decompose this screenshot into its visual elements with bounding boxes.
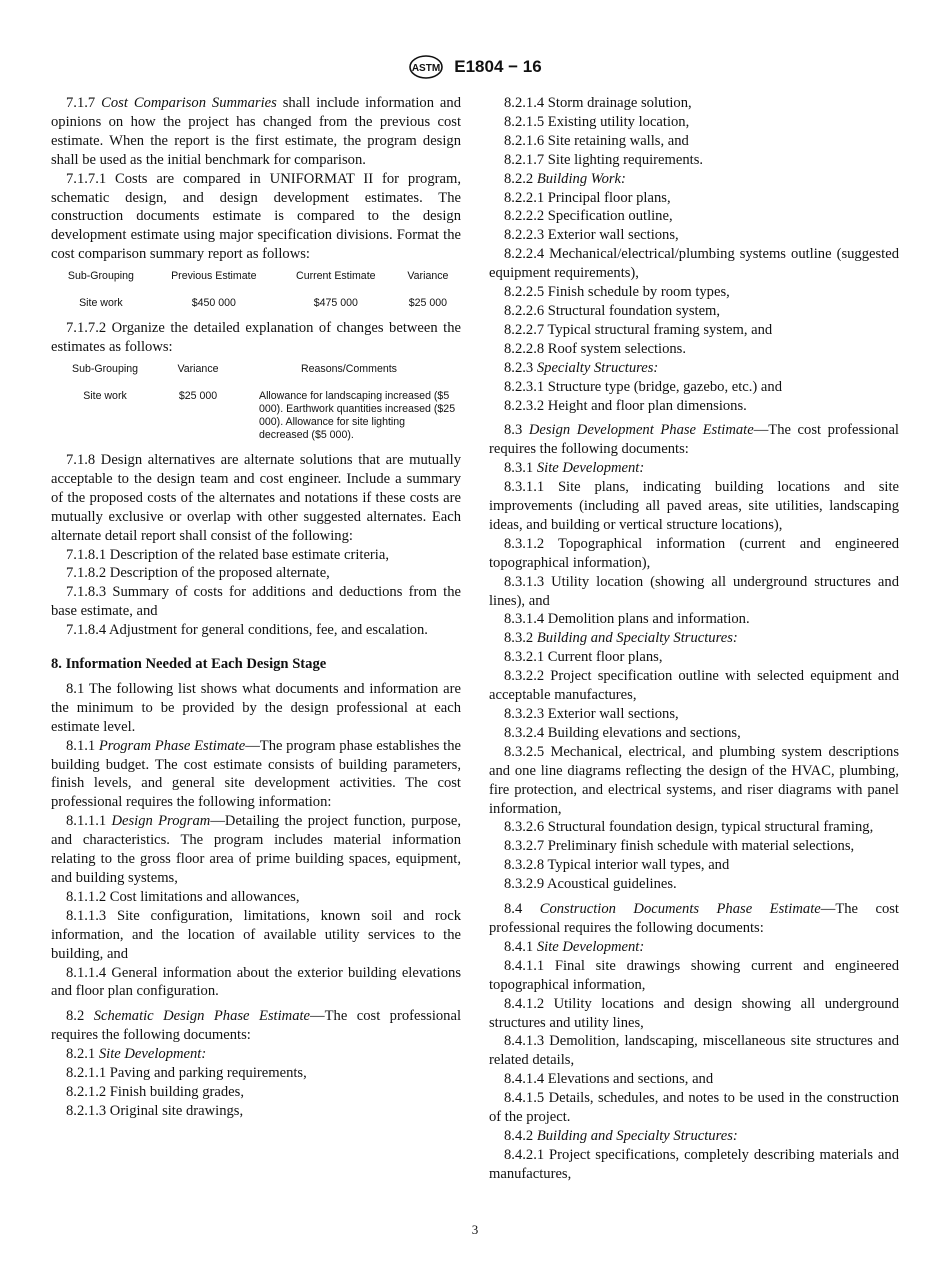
table-header-row [51, 361, 461, 390]
paragraph-8-3-2-2: 8.3.2.2 Project specification outline with selected equipment and acceptable manufactures, [489, 668, 899, 704]
paragraph-8-1: 8.1 The following list shows what documents and information are the minimum to be provided by the design professional at each estimate level. [51, 680, 461, 735]
table-cell: Site work [83, 389, 127, 402]
section-heading-8: 8. Information Needed at Each Design Stage [51, 656, 327, 673]
table-cell: $450 000 [191, 297, 236, 310]
paragraph-8-3-2: 8.3.2 Building and Specialty Structures: [504, 630, 738, 647]
paragraph-8-2-2-8: 8.2.2.8 Roof system selections. [504, 340, 687, 357]
paragraph-8-2-2-4: 8.2.2.4 Mechanical/electrical/plumbing systems outline (suggested equipment requirements), [489, 246, 899, 282]
paragraph-8-4-2: 8.4.2 Building and Specialty Structures: [504, 1127, 738, 1144]
paragraph-8-3-2-3: 8.3.2.3 Exterior wall sections, [504, 706, 679, 722]
paragraph-8-2-1-1: 8.2.1.1 Paving and parking requirements, [66, 1065, 307, 1082]
table-cell: $475 000 [313, 297, 358, 310]
paragraph-8-2-2-7: 8.2.2.7 Typical structural framing system, and [504, 321, 773, 338]
paragraph-8-3-1-2: 8.3.1.2 Topographical information (current and engineered topographical information), [489, 535, 899, 571]
paragraph-8-4-1-5: 8.4.1.5 Details, schedules, and notes to be used in the construction of the project. [489, 1090, 899, 1126]
paragraph-8-2: 8.2 Schematic Design Phase Estimate—The cost professional requires the following documents: [51, 1008, 462, 1044]
svg-text:ASTM: ASTM [412, 63, 441, 74]
paragraph-8-1-1: 8.1.1 Program Phase Estimate—The program phase establishes the building budget. The cost estimate consists of building parameters, finish levels, and general site development activities. The cost professional requires the following information: [51, 737, 461, 811]
page-number: 3 [471, 1222, 479, 1237]
paragraph-8-2-2-3: 8.2.2.3 Exterior wall sections, [504, 227, 679, 244]
paragraph-7-1-7: 7.1.7 Cost Comparison Summaries shall include information and opinions on how the project has changed from the previous cost estimate. When the report is the first estimate, the program design shall be used as the initial benchmark for comparison. [51, 95, 461, 168]
paragraph-8-4-1: 8.4.1 Site Development: [504, 938, 645, 955]
paragraph-8-2-1: 8.2.1 Site Development: [66, 1046, 207, 1063]
paragraph-8-1-1-1: 8.1.1.1 Design Program—Detailing the project function, purpose, and characteristics. The program includes material information relating to the gross floor area of prime building spaces, equipment, and building systems, [51, 813, 461, 886]
paragraph-8-3-2-4: 8.3.2.4 Building elevations and sections, [504, 724, 741, 741]
paragraph-8-2-2: 8.2.2 Building Work: [504, 170, 626, 187]
table-header: Current Estimate [296, 270, 376, 283]
table-header-row [51, 268, 461, 297]
table-header: Sub-Grouping [67, 270, 134, 283]
paragraph-8-4-1-4: 8.4.1.4 Elevations and sections, and [504, 1071, 714, 1088]
paragraph-8-2-3-1: 8.2.3.1 Structure type (bridge, gazebo, etc.) and [504, 378, 782, 395]
changes-explanation-table [51, 361, 461, 448]
paragraph-8-2-1-7: 8.2.1.7 Site lighting requirements. [504, 151, 704, 168]
paragraph-8-3-2-6: 8.3.2.6 Structural foundation design, typical structural framing, [504, 819, 874, 836]
paragraph-8-2-3: 8.2.3 Specialty Structures: [504, 359, 659, 376]
paragraph-8-2-2-1: 8.2.2.1 Principal floor plans, [504, 189, 671, 206]
table-cell: $25 000 [178, 389, 218, 402]
paragraph-8-4-2-1: 8.4.2.1 Project specifications, completely describing materials and manufactures, [489, 1146, 899, 1182]
paragraph-8-3-1: 8.3.1 Site Development: [504, 460, 645, 477]
paragraph-7-1-8-3: 7.1.8.3 Summary of costs for additions and deductions from the base estimate, and [51, 584, 461, 620]
cost-comparison-table [51, 268, 461, 316]
table-cell: $25 000 [408, 297, 448, 310]
paragraph-7-1-7-1: 7.1.7.1 Costs are compared in UNIFORMAT II for program, schematic design, and design development estimates. The construction documents estimate is compared to the design development estimate using major specification divisions. Format the cost comparison summary report as follows: [51, 170, 461, 263]
table-header: Reasons/Comments [301, 362, 397, 375]
page-header [0, 54, 950, 80]
document-code: E1804 − 16 [454, 57, 542, 76]
paragraph-8-3-2-5: 8.3.2.5 Mechanical, electrical, and plumbing system descriptions and one line diagrams reflecting the design of the HVAC, plumbing, fire protection, and electrical systems, and riser diagrams with panel information, [489, 743, 899, 817]
table-header: Variance [407, 270, 449, 283]
paragraph-8-4: 8.4 Construction Documents Phase Estimate—The cost professional requires the following documents: [489, 901, 899, 936]
paragraph-8-2-1-3: 8.2.1.3 Original site drawings, [66, 1102, 244, 1119]
paragraph-8-2-2-5: 8.2.2.5 Finish schedule by room types, [504, 284, 730, 301]
paragraph-8-1-1-4: 8.1.1.4 General information about the exterior building elevations and floor plan configuration. [51, 964, 461, 1000]
paragraph-8-2-3-2: 8.2.3.2 Height and floor plan dimensions. [504, 397, 747, 414]
paragraph-8-2-1-6: 8.2.1.6 Site retaining walls, and [504, 132, 689, 149]
table-header: Variance [177, 362, 219, 375]
table-cell: Site work [79, 297, 123, 310]
paragraph-8-1-1-3: 8.1.1.3 Site configuration, limitations, known soil and rock information, and the location of available utility services to the building, and [51, 907, 461, 962]
paragraph-7-1-8-4: 7.1.8.4 Adjustment for general conditions, fee, and escalation. [66, 622, 428, 639]
paragraph-8-3-1-1: 8.3.1.1 Site plans, indicating building locations and site improvements (including all paved areas, site utilities, landscaping ideas, and building or vertical structure locations), [489, 479, 899, 533]
table-header: Sub-Grouping [72, 362, 138, 375]
paragraph-8-3-2-8: 8.3.2.8 Typical interior wall types, and [504, 857, 730, 874]
left-column [51, 94, 461, 1121]
paragraph-8-3-2-7: 8.3.2.7 Preliminary finish schedule with material selections, [504, 838, 855, 855]
paragraph-8-3-1-4: 8.3.1.4 Demolition plans and information. [504, 611, 750, 628]
paragraph-8-4-1-2: 8.4.1.2 Utility locations and design showing all underground structures and utility lines, [489, 995, 899, 1031]
table-header: Previous Estimate [171, 270, 257, 283]
table-cell: Allowance for landscaping increased ($5 000). Earthwork quantities increased ($25 000). Allowance for site lighting decreased ($5 000). [259, 389, 456, 441]
paragraph-8-3-2-1: 8.3.2.1 Current floor plans, [504, 649, 663, 666]
paragraph-8-3-1-3: 8.3.1.3 Utility location (showing all underground structures and lines), and [489, 573, 899, 609]
paragraph-8-4-1-3: 8.4.1.3 Demolition, landscaping, miscellaneous site structures and related details, [489, 1033, 899, 1069]
paragraph-8-2-1-4: 8.2.1.4 Storm drainage solution, [504, 95, 692, 111]
paragraph-7-1-8-2: 7.1.8.2 Description of the proposed alternate, [66, 565, 330, 582]
right-column [489, 94, 899, 1184]
paragraph-7-1-8: 7.1.8 Design alternatives are alternate solutions that are mutually acceptable to the design team and cost engineer. Include a summary of the proposed costs of the alternates and notations if these costs are mutually exclusive or overlap with other suggested alternates. Each alternate detail report shall consist of the following: [51, 451, 461, 544]
paragraph-8-3-2-9: 8.3.2.9 Acoustical guidelines. [504, 876, 677, 893]
paragraph-7-1-7-2: 7.1.7.2 Organize the detailed explanation of changes between the estimates as follows: [51, 320, 461, 356]
paragraph-7-1-8-1: 7.1.8.1 Description of the related base estimate criteria, [66, 546, 389, 563]
astm-logo-icon [408, 54, 444, 80]
paragraph-8-2-2-2: 8.2.2.2 Specification outline, [504, 208, 673, 225]
paragraph-8-2-2-6: 8.2.2.6 Structural foundation system, [504, 302, 721, 319]
table-row [51, 390, 461, 448]
paragraph-8-2-1-2: 8.2.1.2 Finish building grades, [66, 1083, 244, 1100]
paragraph-8-4-1-1: 8.4.1.1 Final site drawings showing current and engineered topographical information, [489, 957, 899, 993]
paragraph-8-2-1-5: 8.2.1.5 Existing utility location, [504, 113, 690, 130]
paragraph-8-1-1-2: 8.1.1.2 Cost limitations and allowances, [66, 888, 300, 905]
paragraph-8-3: 8.3 Design Development Phase Estimate—The cost professional requires the following documents: [489, 422, 899, 458]
table-row [51, 297, 461, 316]
